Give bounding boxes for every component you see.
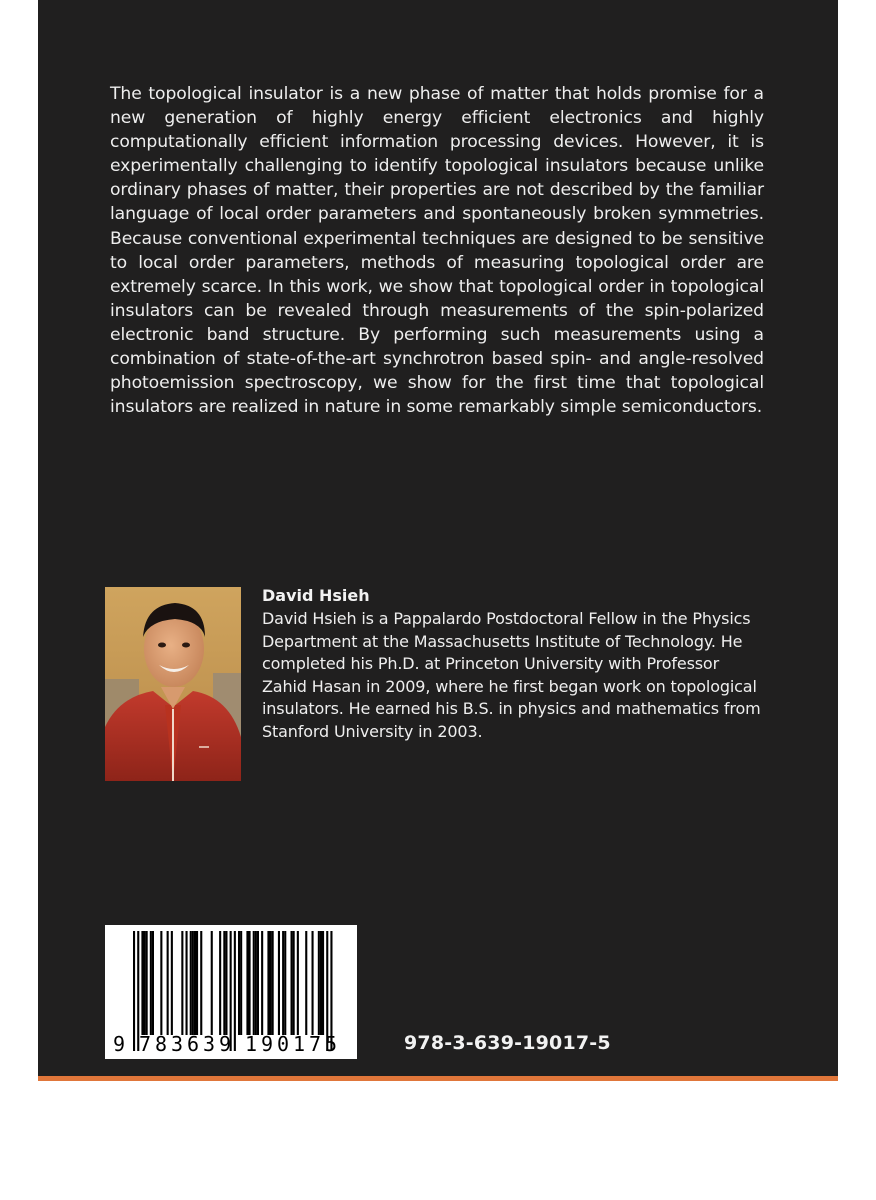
barcode-bar [320,931,322,1035]
barcode-bar [152,931,154,1035]
barcode-bar [146,931,148,1035]
barcode-bar [312,931,314,1035]
barcode-bar [282,931,284,1035]
barcode-digit: 1 [293,1032,306,1056]
barcode-bar [322,931,324,1035]
barcode-bar [278,931,280,1035]
barcode-digit: 8 [155,1032,168,1056]
barcode-digit: 9 [219,1032,232,1056]
barcode [105,925,357,1059]
barcode-bar [240,931,242,1035]
barcode-bar [246,931,248,1035]
barcode-bar [181,931,183,1035]
isbn: 978-3-639-19017-5 [404,1032,611,1054]
barcode-bar [267,931,269,1035]
barcode-bar [150,931,152,1035]
barcode-digit: 9 [113,1032,126,1056]
barcode-digit: 0 [277,1032,290,1056]
barcode-bar [160,931,162,1035]
barcode-bar [190,931,192,1035]
barcode-digit: 9 [261,1032,274,1056]
barcode-bar [171,931,173,1035]
book-description: The topological insulator is a new phase of matter that holds promise for a new generation of highly energy efficient electronics and highly computationally efficient information processing devices. However, it is experimentally challenging to identify topological insulators because unlike ordinary phases of matter, their properties are not described by the familiar language of local order parameters and spontaneously broken symmetries. Because conventional experimental techniques are designed to be sensitive to local order parameters, methods of measuring topological order are extremely scarce. In this work, we show that topological order in topological insulators can be revealed through measurements of the spin-polarized electronic band structure. By performing such measurements using a combination of state-of-the-art synchrotron based spin- and angle-resolved photoemission spectroscopy, we show for the first time that topological insulators are realized in nature in some remarkably simple semiconductors. [110,84,764,418]
barcode-bar [194,931,196,1035]
barcode-bar [284,931,286,1035]
barcode-bar [318,931,320,1035]
barcode-bar [293,931,295,1035]
barcode-bar [297,931,299,1035]
barcode-digit: 3 [171,1032,184,1056]
barcode-bar [270,931,272,1035]
barcode-bar [238,931,240,1035]
barcode-bar [144,931,146,1035]
barcode-bar [225,931,227,1035]
barcode-bar [305,931,307,1035]
barcode-bar [141,931,143,1035]
barcode-bar [223,931,225,1035]
barcode-digit: 6 [187,1032,200,1056]
barcode-bar [192,931,194,1035]
orange-accent-bar [38,1076,838,1081]
barcode-bar [186,931,188,1035]
author-name: David Hsieh [262,586,370,605]
barcode-bar [211,931,213,1035]
barcode-bar [249,931,251,1035]
barcode-digit: 7 [309,1032,322,1056]
barcode-bar [196,931,198,1035]
author-bio: David Hsieh is a Pappalardo Postdoctoral Fellow in the Physics Department at the Massachusetts Institute of Technology. He completed his Ph.D. at Princeton University with Professor Zahid Hasan in 2009, where he first began work on topological insulators. He earned his B.S. in physics and mathematics from Stanford University in 2003. [262,609,761,741]
barcode-digit: 7 [139,1032,152,1056]
barcode-bar [291,931,293,1035]
barcode-digit: 5 [325,1032,338,1056]
barcode-bar [200,931,202,1035]
barcode-bar [255,931,257,1035]
barcode-bar [219,931,221,1035]
barcode-bar [261,931,263,1035]
barcode-digit: 3 [203,1032,216,1056]
barcode-bar [272,931,274,1035]
barcode-digit: 1 [245,1032,258,1056]
barcode-bar [257,931,259,1035]
author-photo [105,587,241,781]
barcode-digits [105,1032,357,1056]
barcode-bar [167,931,169,1035]
barcode-bar [253,931,255,1035]
